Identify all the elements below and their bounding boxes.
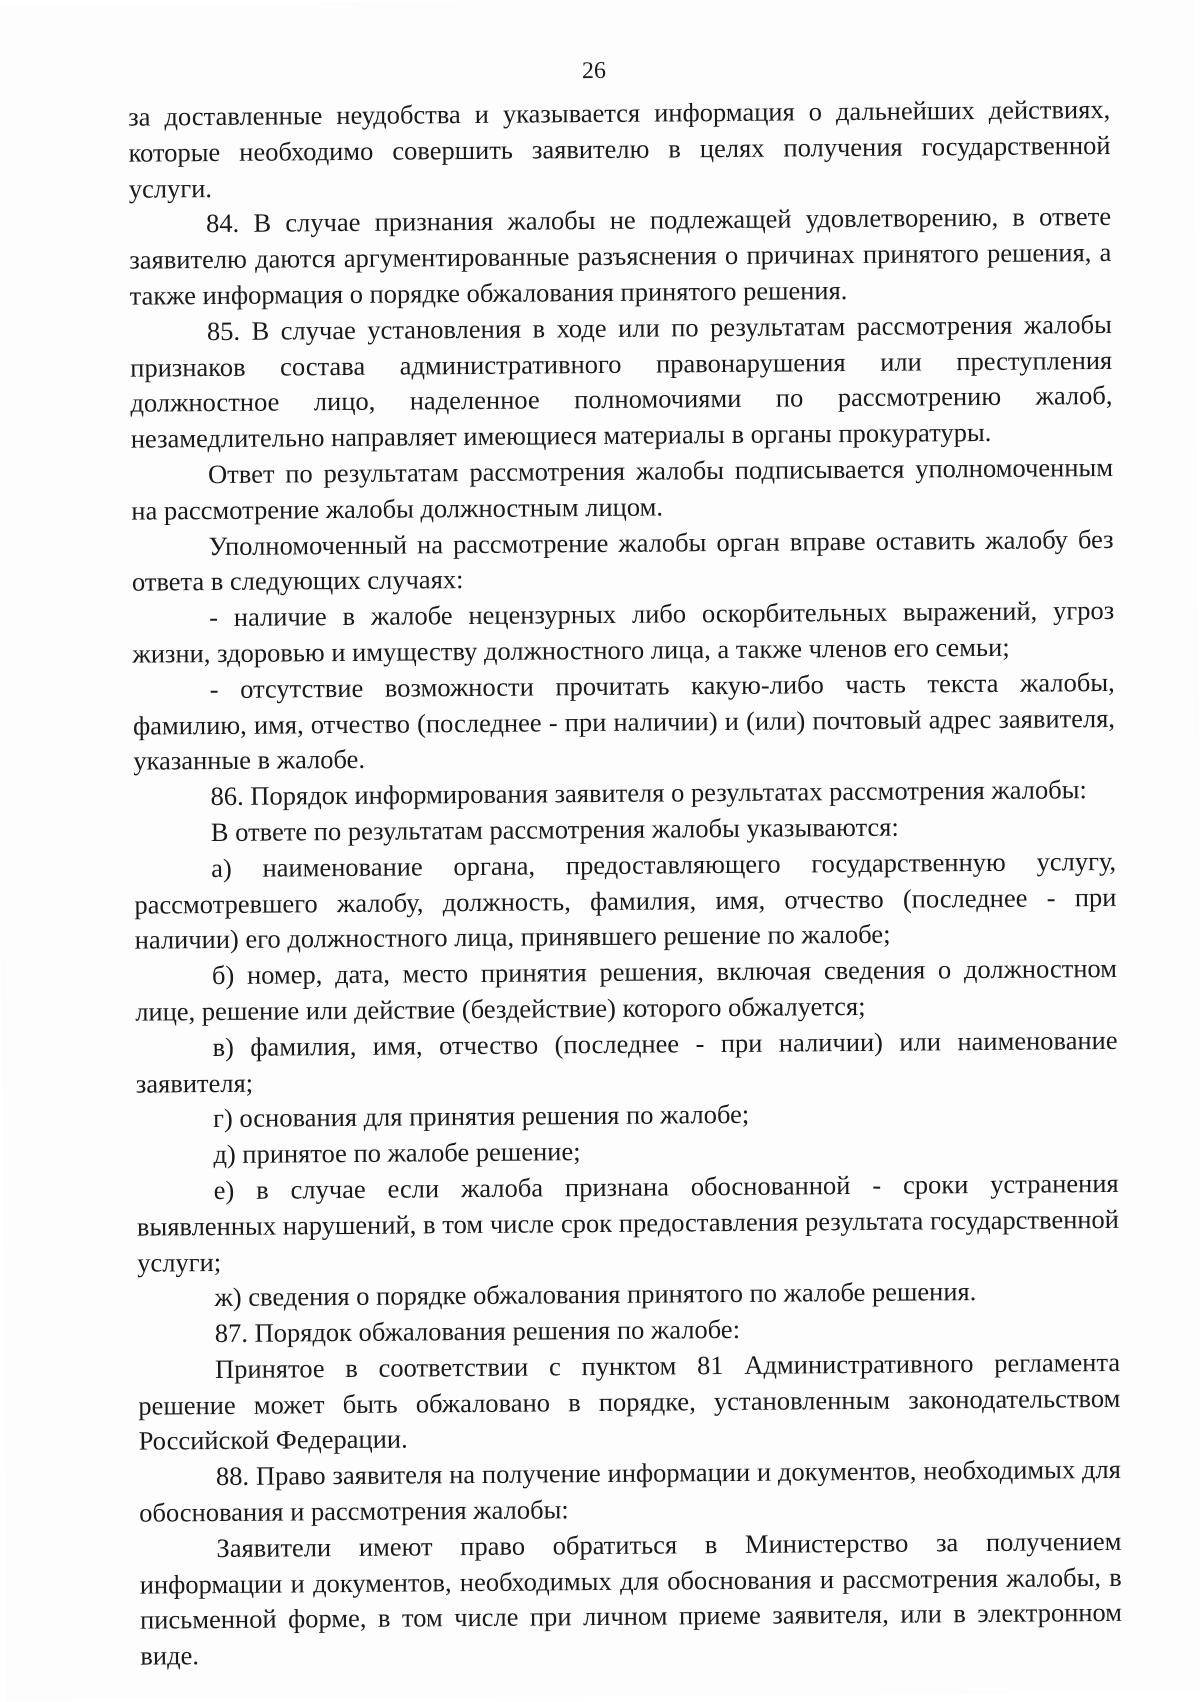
paragraph: в) фамилия, имя, отчество (последнее - при наличии) или наименование заявителя; <box>135 1024 1118 1099</box>
paragraph: Заявители имеют право обратиться в Министерство за получением информации и документов, необходимых для обоснования и рассмотрения жалобы, в письменной форме, в том числе при личном приеме заявителя, или в электронном виде. <box>139 1525 1123 1671</box>
paragraph: Принятое в соответствии с пунктом 81 Административного регламента решение может быть обжаловано в порядке, установленным законодательством Российской Федерации. <box>138 1346 1121 1457</box>
paragraph: е) в случае если жалоба признана обоснованной - сроки устранения выявленных нарушений, в том числе срок предоставления результата государственной услуги; <box>136 1167 1120 1278</box>
paragraph: б) номер, дата, место принятия решения, включая сведения о должностном лице, решение или действие (бездействие) которого обжалуется; <box>135 953 1118 1027</box>
paragraph: В ответе по результатам рассмотрения жалобы указываются: <box>210 811 899 847</box>
paragraph: а) наименование органа, предоставляющего государственную услугу, рассмотревшего жалобу, должность, фамилия, имя, отчество (последнее - при наличии) его должностного лица, принявшего решение по жалобе; <box>134 845 1117 955</box>
page-number: 26 <box>581 57 606 85</box>
paragraph: ж) сведения о порядке обжалования принятого по жалобе решения. <box>214 1276 977 1313</box>
paragraph: Уполномоченный на рассмотрение жалобы орган вправе оставить жалобу без ответа в следующих случаях: <box>131 523 1114 598</box>
paragraph: Ответ по результатам рассмотрения жалобы подписывается уполномоченным на рассмотрение жалобы должностным лицом. <box>131 451 1114 526</box>
paragraph: г) основания для принятия решения по жалобе; <box>212 1099 750 1134</box>
paragraph: д) принятое по жалобе решение; <box>213 1136 581 1170</box>
paragraph: 85. В случае установления в ходе или по результатам рассмотрения жалобы признаков состава административного правонарушения или преступления должностное лицо, наделенное полномочиями по рассмотрению жалоб, незамедлительно направляет имеющиеся материалы в органы прокуратуры. <box>130 308 1113 454</box>
paragraph: 87. Порядок обжалования решения по жалобе: <box>214 1314 741 1349</box>
paragraph: 86. Порядок информирования заявителя о результатах рассмотрения жалобы: <box>210 774 1087 812</box>
paragraph: - наличие в жалобе нецензурных либо оскорбительных выражений, угроз жизни, здоровью и имуществу должностного лица, а также членов его семьи; <box>132 595 1115 669</box>
document-body <box>128 92 1122 1675</box>
paragraph: 84. В случае признания жалобы не подлежащей удовлетворению, в ответе заявителю даются аргументированные разъяснения о причинах принятого решения, а также информация о порядке обжалования принятого решения. <box>129 201 1112 311</box>
paragraph: 88. Право заявителя на получение информации и документов, необходимых для обоснования и рассмотрения жалобы: <box>139 1454 1122 1528</box>
paragraph: за доставленные неудобства и указывается информация о дальнейших действиях, которые необходимо совершить заявителю в целях получения государственной услуги. <box>128 93 1111 204</box>
paragraph: - отсутствие возможности прочитать какую-либо часть текста жалобы, фамилию, имя, отчество (последнее - при наличии) и (или) почтовый адрес заявителя, указанные в жалобе. <box>132 666 1116 777</box>
